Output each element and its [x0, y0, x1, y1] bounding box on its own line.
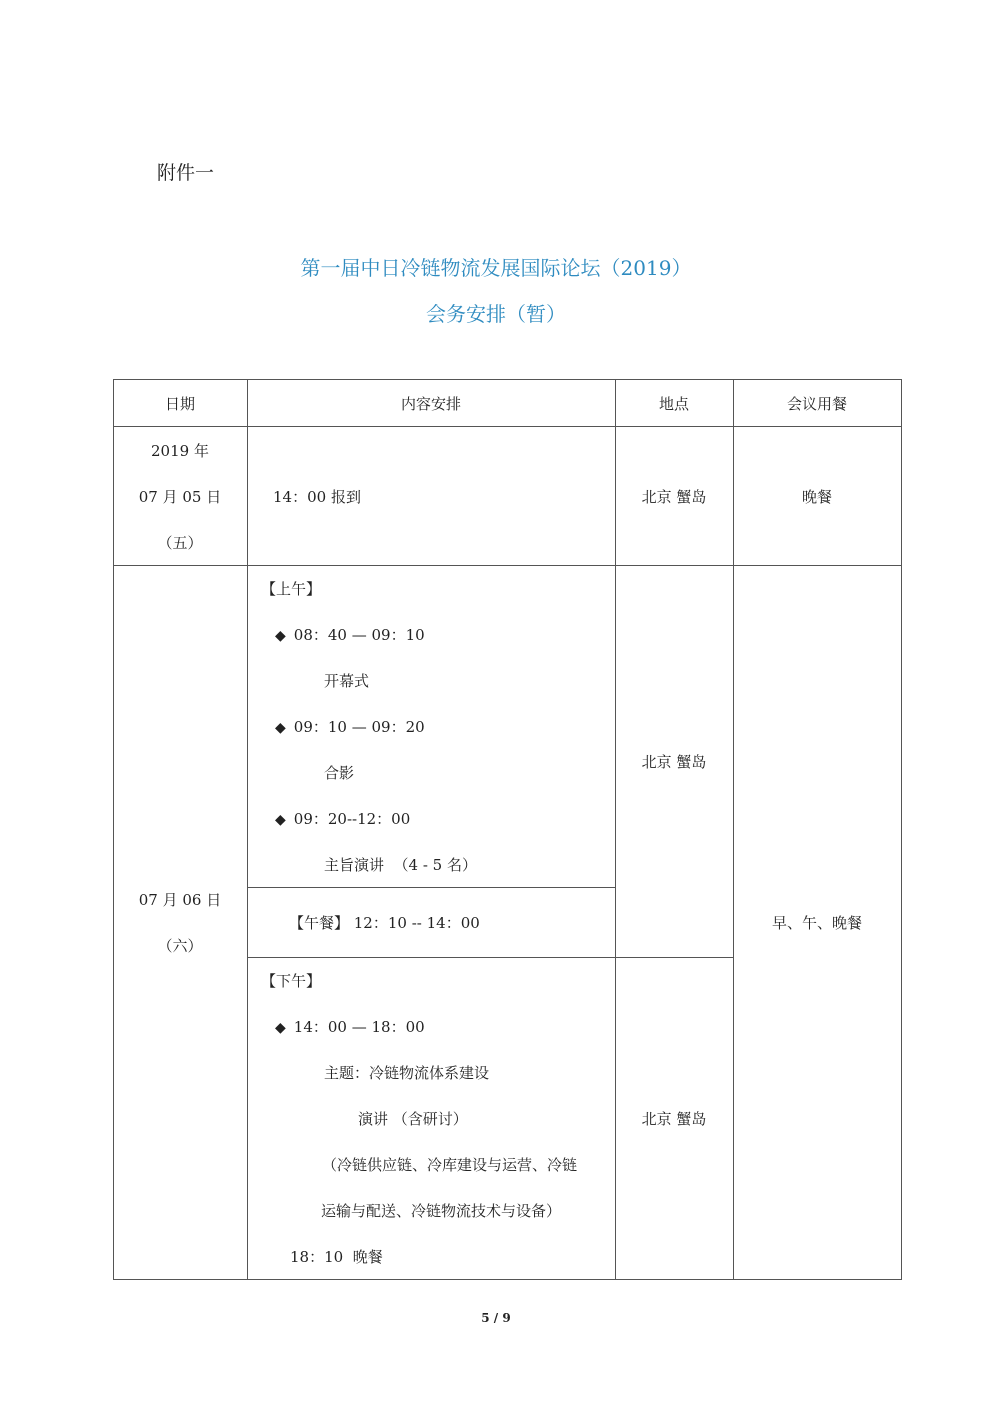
- afternoon-theme: 主题：冷链物流体系建设: [324, 1064, 490, 1082]
- table-border: [113, 379, 114, 1280]
- attachment-label: 附件一: [157, 162, 215, 184]
- morning-item-time: ◆ 08：40 — 09：10: [275, 626, 425, 644]
- day1-weekday: （五）: [157, 534, 203, 552]
- table-border: [247, 887, 615, 888]
- day1-date: 07 月 05 日: [138, 488, 222, 506]
- afternoon-location: 北京 蟹岛: [641, 1110, 707, 1128]
- table-border: [113, 426, 902, 427]
- table-border: [247, 957, 734, 958]
- header-content: 内容安排: [400, 395, 461, 413]
- page-number: 5 / 9: [481, 1311, 511, 1325]
- table-border: [733, 379, 734, 1280]
- header-date: 日期: [164, 395, 195, 413]
- afternoon-label: 【下午】: [261, 972, 322, 990]
- day2-weekday: （六）: [157, 937, 203, 955]
- table-border: [247, 379, 248, 1280]
- day1-meal: 晚餐: [801, 488, 832, 506]
- document-title: 第一届中日冷链物流发展国际论坛（2019）: [300, 256, 692, 280]
- table-border: [113, 379, 902, 380]
- table-border: [113, 565, 902, 566]
- day1-location: 北京 蟹岛: [641, 488, 707, 506]
- afternoon-time: ◆ 14：00 — 18：00: [275, 1018, 425, 1036]
- day2-date: 07 月 06 日: [138, 891, 222, 909]
- table-border: [901, 379, 902, 1280]
- morning-item-time: ◆ 09：20--12：00: [275, 810, 411, 828]
- day1-year: 2019 年: [151, 442, 209, 460]
- bullet-diamond-icon: ◆: [275, 720, 286, 736]
- header-meal: 会议用餐: [786, 395, 847, 413]
- bullet-diamond-icon: ◆: [275, 1020, 286, 1036]
- header-location: 地点: [658, 395, 689, 413]
- table-border: [113, 1279, 902, 1280]
- day1-content: 14：00 报到: [273, 488, 361, 506]
- morning-item-time: ◆ 09：10 — 09：20: [275, 718, 425, 736]
- afternoon-topics: （冷链供应链、冷库建设与运营、冷链: [322, 1156, 578, 1174]
- afternoon-speech: 演讲 （含研讨）: [358, 1110, 468, 1128]
- bullet-diamond-icon: ◆: [275, 628, 286, 644]
- morning-item-desc: 主旨演讲 （4 - 5 名）: [324, 856, 477, 874]
- morning-item-desc: 开幕式: [324, 672, 370, 690]
- afternoon-topics: 运输与配送、冷链物流技术与设备）: [321, 1202, 562, 1220]
- afternoon-dinner: 18：10 晚餐: [290, 1248, 383, 1266]
- lunch-row: 【午餐】 12：10 -- 14：00: [289, 914, 480, 932]
- morning-item-desc: 合影: [324, 764, 355, 782]
- morning-location: 北京 蟹岛: [641, 753, 707, 771]
- day2-meal: 早、午、晚餐: [771, 914, 862, 932]
- bullet-diamond-icon: ◆: [275, 812, 286, 828]
- document-subtitle: 会务安排（暂）: [426, 302, 566, 326]
- table-border: [615, 379, 616, 1280]
- morning-label: 【上午】: [261, 580, 322, 598]
